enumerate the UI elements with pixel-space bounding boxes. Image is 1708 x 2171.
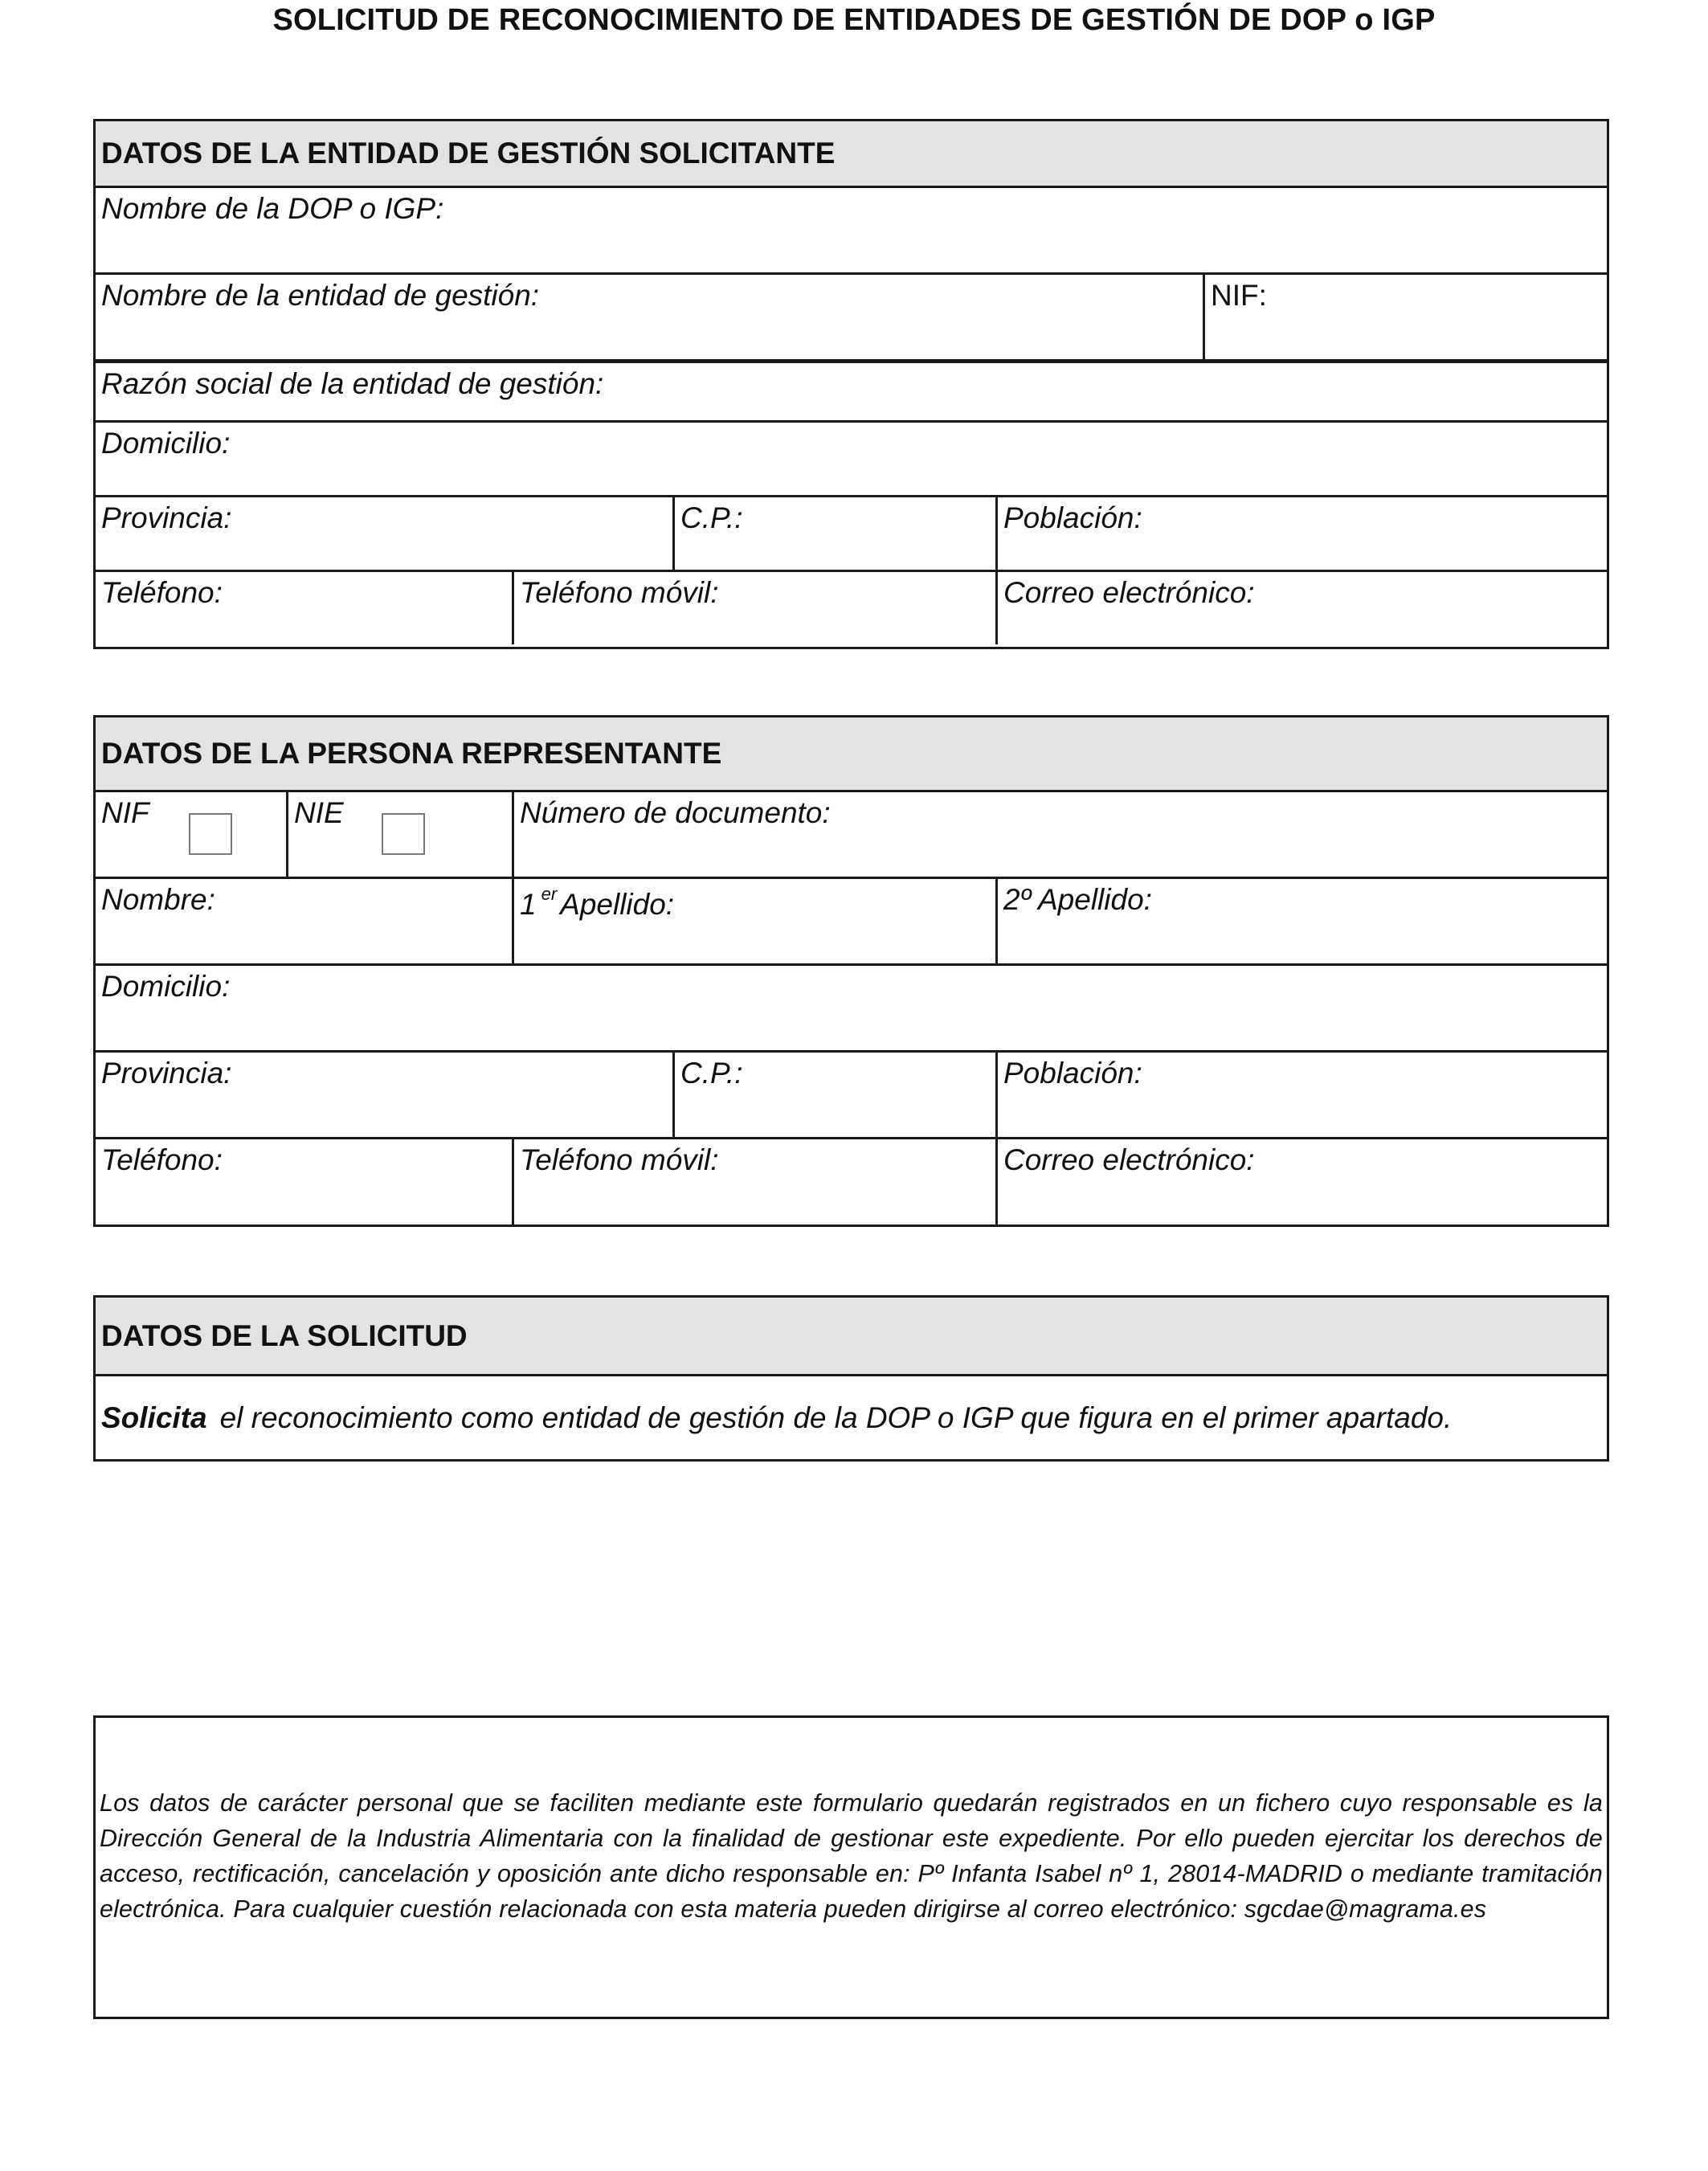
entity-postcode-label: C.P.:: [680, 501, 743, 534]
rep-town-field[interactable]: [998, 1053, 1607, 1137]
rep-address-label: Domicilio:: [101, 970, 231, 1003]
rep-address-field[interactable]: [96, 966, 1607, 1050]
entity-location-row: [96, 497, 1607, 572]
nie-checkbox[interactable]: [382, 813, 425, 855]
rep-town-label: Población:: [1003, 1057, 1142, 1090]
request-verb: Solicita: [101, 1400, 207, 1434]
rep-province-field[interactable]: [96, 1053, 675, 1137]
dop-name-row: [96, 188, 1607, 275]
surname1-number: 1: [520, 888, 537, 921]
entity-province-label: Provincia:: [101, 501, 232, 534]
rep-phone-label: Teléfono:: [101, 1143, 223, 1176]
entity-email-label: Correo electrónico:: [1003, 576, 1255, 609]
nie-option-label: NIE: [294, 796, 344, 829]
rep-address-row: [96, 966, 1607, 1053]
request-section: [93, 1295, 1609, 1462]
rep-email-field[interactable]: [998, 1139, 1607, 1225]
name-row: [96, 879, 1607, 966]
entity-town-field[interactable]: [998, 497, 1607, 570]
rep-postcode-field[interactable]: [675, 1053, 998, 1137]
surname2-field[interactable]: [998, 879, 1607, 963]
company-name-label: Razón social de la entidad de gestión:: [101, 367, 604, 400]
dop-name-label: Nombre de la DOP o IGP:: [101, 192, 444, 225]
entity-email-field[interactable]: [998, 572, 1607, 644]
entity-phone-field[interactable]: [96, 572, 514, 644]
surname1-ordinal: er: [541, 884, 558, 904]
surname1-label: Apellido:: [560, 888, 675, 921]
privacy-notice-text: Los datos de carácter personal que se faciliten mediante este formulario quedarán registrados en un fichero cuyo responsable es la Dirección General de la Industria Alimentaria con la finalidad de gestionar este expediente. Por ello pueden ejercitar los derechos de acceso, rectificación, cancelación y oposición ante dicho responsable en: Pº Infanta Isabel nº 1, 28014-MADRID o mediante tramitación electrónica. Para cualquier cuestión relacionada con esta materia pueden dirigirse al correo electrónico: sgcdae@magrama.es: [100, 1789, 1603, 1923]
entity-name-label: Nombre de la entidad de gestión:: [101, 279, 540, 312]
rep-email-label: Correo electrónico:: [1003, 1143, 1255, 1176]
representative-section: [93, 715, 1609, 1227]
request-section-heading: DATOS DE LA SOLICITUD: [96, 1298, 1607, 1376]
rep-province-label: Provincia:: [101, 1057, 232, 1090]
doc-number-label: Número de documento:: [520, 796, 831, 829]
entity-section-heading: DATOS DE LA ENTIDAD DE GESTIÓN SOLICITANTE: [96, 121, 1607, 188]
nif-option: [96, 792, 288, 877]
request-statement: [96, 1376, 1452, 1459]
doc-number-field[interactable]: [514, 792, 1607, 877]
entity-name-field[interactable]: [96, 275, 1205, 359]
rep-name-label: Nombre:: [101, 883, 215, 916]
entity-postcode-field[interactable]: [675, 497, 998, 570]
rep-name-field[interactable]: [96, 879, 514, 963]
representative-section-heading: DATOS DE LA PERSONA REPRESENTANTE: [96, 718, 1607, 792]
entity-address-field[interactable]: [96, 423, 1607, 495]
rep-postcode-label: C.P.:: [680, 1057, 743, 1090]
surname2-label: 2º Apellido:: [1003, 883, 1152, 916]
entity-phone-label: Teléfono:: [101, 576, 223, 609]
rep-mobile-field[interactable]: [514, 1139, 998, 1225]
id-document-row: [96, 792, 1607, 879]
document-title: SOLICITUD DE RECONOCIMIENTO DE ENTIDADES DE GESTIÓN DE DOP o IGP: [272, 3, 1436, 37]
entity-nif-field[interactable]: [1205, 275, 1607, 359]
company-name-field[interactable]: [96, 363, 1607, 420]
rep-contact-row: [96, 1139, 1607, 1225]
entity-mobile-label: Teléfono móvil:: [520, 576, 719, 609]
entity-mobile-field[interactable]: [514, 572, 998, 644]
request-row: [96, 1376, 1607, 1459]
entity-address-label: Domicilio:: [101, 427, 231, 460]
rep-location-row: [96, 1053, 1607, 1139]
request-text: el reconocimiento como entidad de gestión de la DOP o IGP que figura en el primer apartado.: [219, 1400, 1453, 1434]
entity-address-row: [96, 423, 1607, 497]
nif-option-label: NIF: [101, 796, 149, 829]
dop-name-field[interactable]: [96, 188, 1607, 272]
entity-contact-row: [96, 572, 1607, 644]
entity-town-label: Población:: [1003, 501, 1142, 534]
company-name-row: [96, 362, 1607, 423]
surname1-field[interactable]: [514, 879, 998, 963]
entity-nif-label: NIF:: [1211, 279, 1267, 312]
nie-option: [288, 792, 514, 877]
rep-phone-field[interactable]: [96, 1139, 514, 1225]
entity-section: [93, 119, 1609, 649]
nif-checkbox[interactable]: [189, 813, 232, 855]
privacy-notice-box: [93, 1715, 1609, 2019]
entity-province-field[interactable]: [96, 497, 675, 570]
entity-name-row: [96, 275, 1607, 362]
rep-mobile-label: Teléfono móvil:: [520, 1143, 719, 1176]
